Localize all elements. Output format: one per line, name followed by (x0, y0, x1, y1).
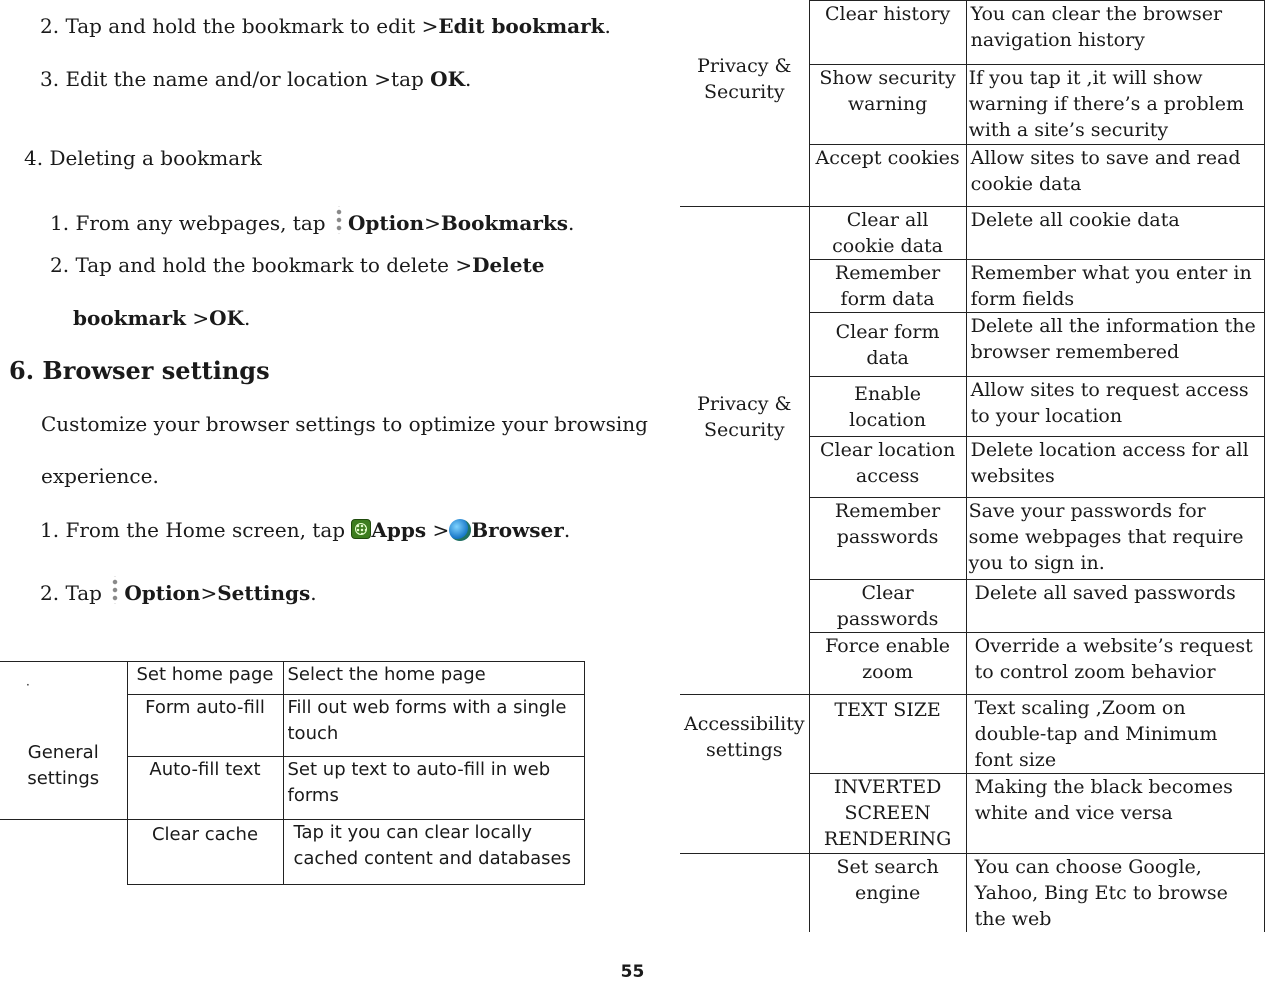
setting-desc: Making the black becomes white and vice versa (966, 774, 1264, 854)
general-group-cell: · General settings (0, 662, 127, 820)
setting-desc: Save your passwords for some webpages that require you to sign in. (966, 498, 1264, 580)
setting-name: TEXT SIZE (809, 695, 966, 774)
setting-name: Clear cache (127, 820, 283, 885)
intro-line-1: Customize your browser settings to optimize your browsing (41, 412, 648, 436)
general-settings-table (0, 661, 585, 885)
setting-desc: Override a website’s request to control zoom behavior (966, 633, 1264, 695)
empty-group-cell (680, 854, 809, 933)
setting-desc: If you tap it ,it will show warning if there’s a problem with a site’s security (966, 65, 1264, 145)
setting-desc: Text scaling ,Zoom on double-tap and Minimum font size (966, 695, 1264, 774)
setting-desc: Delete location access for all websites (966, 437, 1264, 498)
setting-name: Clear passwords (809, 580, 966, 633)
table-row (0, 662, 585, 695)
setting-desc: Select the home page (283, 662, 585, 695)
setting-name: Remember form data (809, 260, 966, 313)
setting-name: Clear form data (809, 313, 966, 377)
privacy-settings-table (680, 0, 1265, 932)
setting-name: INVERTED SCREEN RENDERING (809, 774, 966, 854)
group-privacy-2: Privacy & Security (680, 207, 809, 695)
group-label: General settings (27, 742, 100, 789)
table-row (680, 854, 1265, 933)
setting-name: Set search engine (809, 854, 966, 933)
setting-desc: Delete all cookie data (966, 207, 1264, 260)
apps-icon (351, 519, 371, 539)
setting-name: Auto-fill text (127, 757, 283, 820)
menu-overflow-icon (112, 576, 118, 604)
setting-name: Show security warning (809, 65, 966, 145)
setting-name: Force enable zoom (809, 633, 966, 695)
group-accessibility: Accessibility settings (680, 695, 809, 854)
table-row (0, 820, 585, 885)
setting-name: Enable location (809, 377, 966, 437)
setting-desc: You can clear the browser navigation history (966, 1, 1264, 65)
menu-overflow-icon (336, 206, 342, 234)
table-row (680, 207, 1265, 260)
setting-name: Remember passwords (809, 498, 966, 580)
setting-name: Form auto-fill (127, 695, 283, 757)
step-edit-name: 3. Edit the name and/or location >tap OK. (40, 67, 472, 91)
setting-desc: Delete all the information the browser remembered (966, 313, 1264, 377)
setting-desc: Tap it you can clear locally cached content and databases (283, 820, 585, 885)
setting-desc: Delete all saved passwords (966, 580, 1264, 633)
delete-step-2-cont: bookmark >OK. (73, 306, 251, 330)
setting-desc: Remember what you enter in form fields (966, 260, 1264, 313)
settings-step-1: 1. From the Home screen, tap Apps > Browser. (40, 518, 571, 542)
setting-name: Set home page (127, 662, 283, 695)
settings-step-2: 2. Tap Option>Settings. (40, 576, 317, 605)
setting-desc: You can choose Google, Yahoo, Bing Etc to browse the web (966, 854, 1264, 933)
intro-line-2: experience. (41, 464, 159, 488)
setting-name: Clear all cookie data (809, 207, 966, 260)
page-number: 55 (620, 962, 645, 982)
section-title: 6. Browser settings (9, 356, 270, 385)
delete-step-2: 2. Tap and hold the bookmark to delete >Delete (50, 253, 545, 277)
setting-desc: Fill out web forms with a single touch (283, 695, 585, 757)
setting-name: Accept cookies (809, 145, 966, 207)
table-row (680, 1, 1265, 65)
empty-group-cell (0, 820, 127, 885)
setting-name: Clear location access (809, 437, 966, 498)
group-privacy-1: Privacy & Security (680, 1, 809, 207)
setting-desc: Allow sites to save and read cookie data (966, 145, 1264, 207)
step-edit-bookmark: 2. Tap and hold the bookmark to edit >Edit bookmark. (40, 14, 611, 38)
table-row (680, 695, 1265, 774)
setting-name: Clear history (809, 1, 966, 65)
delete-step-1: 1. From any webpages, tap Option>Bookmarks. (50, 206, 574, 235)
setting-desc: Allow sites to request access to your location (966, 377, 1264, 437)
setting-desc: Set up text to auto-fill in web forms (283, 757, 585, 820)
browser-globe-icon (449, 519, 471, 541)
delete-bookmark-heading: 4. Deleting a bookmark (24, 146, 262, 170)
